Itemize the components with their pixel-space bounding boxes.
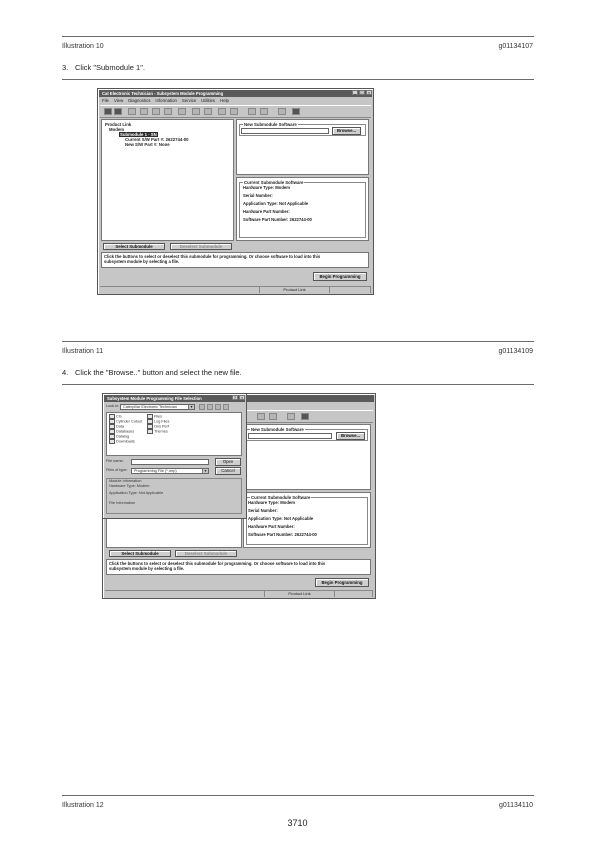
select-submodule-button[interactable]: Select Submodule bbox=[103, 243, 165, 250]
menu-service[interactable]: Service bbox=[181, 98, 197, 103]
flash-icon[interactable] bbox=[292, 108, 300, 115]
info-hardware-part: Hardware Part Number: bbox=[243, 209, 290, 214]
file-info-heading: File Information bbox=[109, 501, 136, 505]
instruction-text-2: subsystem module by selecting a file. bbox=[104, 259, 180, 264]
new-software-path[interactable] bbox=[241, 128, 329, 134]
folder-item[interactable]: Ons Perf bbox=[147, 424, 169, 430]
current-software-pane bbox=[236, 177, 369, 241]
info-hardware-part: Hardware Part Number: bbox=[248, 524, 295, 529]
files-type-select[interactable] bbox=[131, 468, 209, 474]
file-selection-dialog bbox=[102, 393, 247, 519]
up-folder-icon[interactable] bbox=[199, 404, 205, 410]
new-folder-icon[interactable] bbox=[207, 404, 213, 410]
status-product-link: Product Link bbox=[265, 591, 335, 597]
files-type-label: Files of type: bbox=[106, 468, 128, 472]
file-name-label: File name: bbox=[106, 459, 124, 463]
menu-utilities[interactable]: Utilities bbox=[201, 98, 216, 103]
dialog-controls bbox=[232, 395, 245, 400]
new-software-label: New Submodule Software bbox=[244, 122, 297, 127]
deselect-submodule-button[interactable]: Deselect Submodule bbox=[170, 243, 232, 250]
look-in-select[interactable] bbox=[120, 404, 195, 410]
menu-information[interactable]: Information bbox=[155, 98, 177, 103]
submodule-1-label: Submodule 1 - SN bbox=[120, 132, 157, 137]
menu-bar bbox=[100, 98, 371, 104]
info-serial-number: Serial Number: bbox=[243, 193, 273, 198]
document-icon[interactable] bbox=[287, 413, 295, 420]
illustration-caption: Illustration 10 bbox=[62, 43, 104, 50]
tool-icon[interactable] bbox=[152, 108, 160, 115]
folder-item[interactable]: Files bbox=[147, 414, 162, 420]
menu-view[interactable]: View bbox=[113, 98, 124, 103]
open-button[interactable]: Open bbox=[215, 458, 241, 466]
print-icon[interactable] bbox=[114, 108, 122, 115]
tool-icon[interactable] bbox=[218, 108, 226, 115]
tree-current-sw: Current S/W Part #: 2622744-00 bbox=[125, 137, 189, 142]
tool-icon[interactable] bbox=[269, 413, 277, 420]
maximize-button[interactable]: □ bbox=[360, 90, 364, 95]
close-button[interactable]: × bbox=[240, 395, 244, 400]
module-info-application: Application Type: Not Applicable bbox=[109, 491, 164, 495]
top-rule bbox=[62, 36, 534, 37]
info-hardware-type: Hardware Type: Modem bbox=[248, 500, 295, 505]
deselect-submodule-button[interactable]: Deselect Submodule bbox=[175, 550, 237, 557]
status-bar bbox=[100, 286, 371, 293]
tree-modem[interactable]: Modem bbox=[109, 127, 125, 132]
status-bar bbox=[105, 590, 373, 597]
document-icon[interactable] bbox=[278, 108, 286, 115]
tool-icon[interactable] bbox=[260, 108, 268, 115]
tool-icon[interactable] bbox=[128, 108, 136, 115]
et-window-1 bbox=[97, 88, 374, 295]
instruction-text-1: Click the buttons to select or deselect this submodule for programming. Or choose software to load into this bbox=[104, 254, 321, 259]
select-submodule-button[interactable]: Select Submodule bbox=[109, 550, 171, 557]
instructions-pane bbox=[106, 559, 371, 575]
illustration-code: g01134109 bbox=[498, 348, 533, 355]
illustration-code: g01134110 bbox=[499, 802, 533, 809]
folder-item[interactable]: Databases bbox=[109, 429, 134, 435]
folder-item[interactable]: Cylinder Cutout bbox=[109, 419, 142, 425]
flash-icon[interactable] bbox=[301, 413, 309, 420]
instructions-pane bbox=[101, 252, 369, 268]
begin-programming-button[interactable]: Begin Programming bbox=[313, 272, 367, 281]
chevron-down-icon[interactable]: ▼ bbox=[189, 405, 194, 409]
illustration-caption: Illustration 12 bbox=[62, 802, 104, 809]
tool-icon[interactable] bbox=[164, 108, 172, 115]
illustration-caption: Illustration 11 bbox=[62, 348, 104, 355]
info-application-type: Application Type: Not Applicable bbox=[243, 201, 309, 206]
menu-file[interactable]: File bbox=[102, 98, 109, 103]
new-software-pane bbox=[243, 424, 371, 490]
current-software-label: Current Submodule Software bbox=[244, 180, 304, 185]
step-text: Click "Submodule 1". bbox=[75, 63, 145, 72]
submodule-tree bbox=[106, 518, 242, 548]
folder-item[interactable]: Log Files bbox=[147, 419, 169, 425]
tool-icon[interactable] bbox=[257, 413, 265, 420]
files-type-value: Programming File (*.mrp) bbox=[134, 468, 177, 473]
menu-help[interactable]: Help bbox=[220, 98, 229, 103]
et-window-2 bbox=[102, 393, 376, 599]
step-rule bbox=[62, 384, 534, 385]
dialog-title: Subsystem Module Programming File Selection bbox=[104, 395, 245, 402]
info-hardware-type: Hardware Type: Modem bbox=[243, 185, 290, 190]
new-software-path[interactable] bbox=[248, 433, 332, 439]
window-title: Cat Electronic Technician - Subsystem Module Programming bbox=[99, 90, 372, 97]
browse-button[interactable]: Browse... bbox=[336, 432, 365, 440]
module-info-heading: Module Information bbox=[109, 479, 142, 483]
menu-diagnostics[interactable]: Diagnostics bbox=[128, 98, 151, 103]
folder-item[interactable]: CG bbox=[109, 414, 122, 420]
browse-button[interactable]: Browse... bbox=[332, 127, 361, 135]
folder-item[interactable]: Datalog bbox=[109, 434, 129, 440]
window-controls bbox=[352, 90, 372, 95]
folder-item[interactable]: Data bbox=[109, 424, 124, 430]
instruction-text-1: Click the buttons to select or deselect this submodule for programming. Or choose software to load into this bbox=[109, 561, 326, 566]
details-view-icon[interactable] bbox=[223, 404, 229, 410]
look-in-label: Look in: bbox=[106, 404, 120, 408]
chevron-down-icon[interactable]: ▼ bbox=[203, 469, 208, 473]
tool-icon[interactable] bbox=[192, 108, 200, 115]
page-number: 3710 bbox=[287, 818, 308, 828]
info-software-part: Software Part Number: 2622744-00 bbox=[243, 217, 312, 222]
tool-icon[interactable] bbox=[230, 108, 238, 115]
connect-icon[interactable] bbox=[104, 108, 112, 115]
folder-list bbox=[106, 412, 242, 456]
begin-programming-button[interactable]: Begin Programming bbox=[315, 578, 369, 587]
minimize-button[interactable]: _ bbox=[353, 90, 357, 95]
module-info-hardware: Hardware Type: Modem bbox=[109, 484, 150, 488]
bottom-rule bbox=[62, 795, 534, 796]
tool-icon[interactable] bbox=[248, 108, 256, 115]
look-in-value: Caterpillar Electronic Technician bbox=[123, 404, 177, 409]
tool-icon[interactable] bbox=[140, 108, 148, 115]
file-name-input[interactable] bbox=[131, 459, 209, 465]
cancel-button[interactable]: Cancel bbox=[215, 467, 241, 475]
new-software-label: New Submodule Software bbox=[251, 427, 304, 432]
folder-item[interactable]: Downloads bbox=[109, 439, 135, 445]
new-software-pane bbox=[236, 119, 369, 175]
submodule-tree bbox=[101, 119, 234, 241]
illustration-code: g01134107 bbox=[498, 43, 533, 50]
tree-new-sw: New S/W Part #: None bbox=[125, 142, 170, 147]
info-software-part: Software Part Number: 2622744-00 bbox=[248, 532, 317, 537]
current-software-label: Current Submodule Software bbox=[251, 495, 311, 500]
folder-item[interactable]: Themes bbox=[147, 429, 168, 435]
step-rule bbox=[62, 79, 534, 80]
instruction-text-2: subsystem module by selecting a file. bbox=[109, 566, 185, 571]
tree-product-link[interactable]: Product Link bbox=[105, 122, 132, 127]
list-view-icon[interactable] bbox=[215, 404, 221, 410]
close-button[interactable]: × bbox=[367, 90, 371, 95]
status-product-link: Product Link bbox=[260, 287, 330, 293]
info-application-type: Application Type: Not Applicable bbox=[248, 516, 314, 521]
step-number: 3. bbox=[62, 63, 69, 72]
mid-rule bbox=[62, 341, 534, 342]
toolbar bbox=[100, 105, 371, 118]
help-button[interactable]: ? bbox=[233, 395, 237, 400]
step-text: Click the "Browse.." button and select the new file. bbox=[75, 368, 242, 377]
current-software-pane bbox=[243, 492, 371, 548]
step-number: 4. bbox=[62, 368, 69, 377]
tool-icon[interactable] bbox=[204, 108, 212, 115]
tool-icon[interactable] bbox=[178, 108, 186, 115]
info-serial-number: Serial Number: bbox=[248, 508, 278, 513]
